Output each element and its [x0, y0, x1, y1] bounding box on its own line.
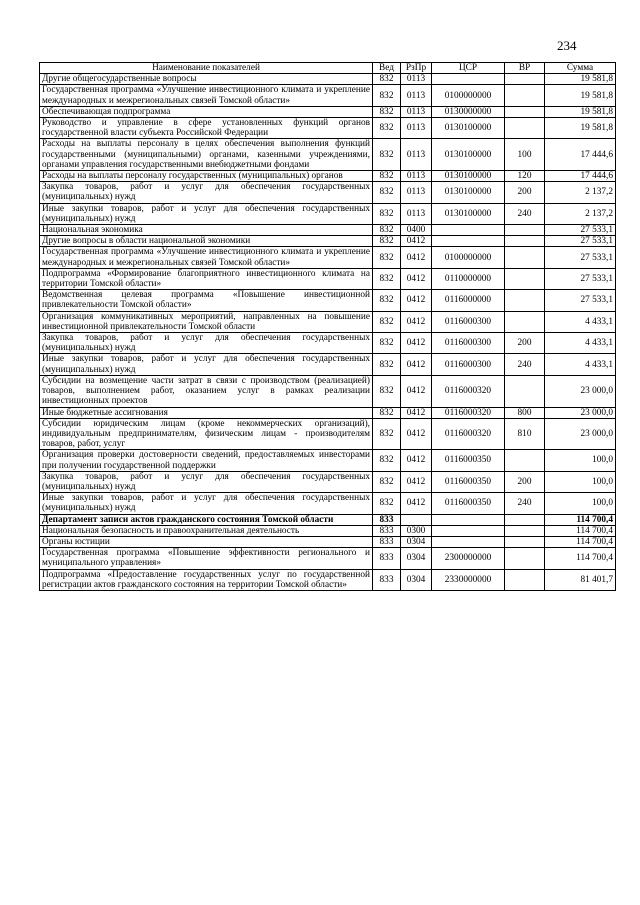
table-row: [40, 203, 616, 224]
cell-csr: 0116000320: [432, 407, 505, 418]
cell-vr: [505, 85, 545, 106]
cell-name: Расходы на выплаты персоналу государственных (муниципальных) органов: [40, 171, 373, 182]
cell-csr: [432, 74, 505, 85]
cell-rzpr: 0412: [401, 375, 432, 407]
cell-csr: [432, 514, 505, 525]
cell-rzpr: 0412: [401, 333, 432, 354]
header-ved: Вед: [373, 63, 401, 74]
cell-csr: 0110000000: [432, 268, 505, 289]
table-row: [40, 225, 616, 236]
table-row: [40, 333, 616, 354]
cell-sum: 114 700,4: [545, 548, 616, 569]
cell-csr: 0116000000: [432, 290, 505, 311]
cell-vr: 800: [505, 407, 545, 418]
table-row: [40, 311, 616, 332]
cell-csr: [432, 225, 505, 236]
cell-vr: 120: [505, 171, 545, 182]
table-row: [40, 118, 616, 139]
table-row: [40, 85, 616, 106]
table-row: [40, 514, 616, 525]
table-row: [40, 569, 616, 590]
cell-ved: 832: [373, 268, 401, 289]
cell-csr: 0116000350: [432, 471, 505, 492]
cell-sum: 81 401,7: [545, 569, 616, 590]
cell-ved: 832: [373, 247, 401, 268]
cell-rzpr: 0412: [401, 418, 432, 450]
cell-vr: [505, 514, 545, 525]
cell-csr: 0130000000: [432, 106, 505, 117]
table-row: [40, 182, 616, 203]
cell-vr: [505, 247, 545, 268]
cell-vr: 200: [505, 333, 545, 354]
cell-vr: [505, 569, 545, 590]
header-row: [40, 63, 616, 74]
cell-vr: 200: [505, 471, 545, 492]
cell-rzpr: 0412: [401, 450, 432, 471]
cell-rzpr: 0412: [401, 247, 432, 268]
cell-vr: [505, 225, 545, 236]
table-row: [40, 247, 616, 268]
cell-rzpr: 0400: [401, 225, 432, 236]
table-row: [40, 375, 616, 407]
cell-vr: [505, 290, 545, 311]
cell-sum: 23 000,0: [545, 418, 616, 450]
cell-name: Организация коммуникативных мероприятий, направленных на повышение инвестиционной привлекательности Томской области: [40, 311, 373, 332]
cell-vr: [505, 525, 545, 536]
cell-rzpr: 0412: [401, 354, 432, 375]
cell-ved: 832: [373, 171, 401, 182]
page-number: 234: [557, 38, 577, 53]
cell-csr: 0116000350: [432, 450, 505, 471]
table-body: [40, 74, 616, 591]
table-row: [40, 171, 616, 182]
cell-csr: 0116000300: [432, 311, 505, 332]
cell-ved: 832: [373, 311, 401, 332]
cell-name: Другие вопросы в области национальной экономики: [40, 236, 373, 247]
cell-ved: 832: [373, 333, 401, 354]
cell-csr: 0130100000: [432, 171, 505, 182]
cell-sum: 19 581,8: [545, 74, 616, 85]
cell-vr: 100: [505, 139, 545, 171]
cell-ved: 832: [373, 85, 401, 106]
cell-ved: 833: [373, 536, 401, 547]
table-row: [40, 407, 616, 418]
cell-name: Подпрограмма «Предоставление государственных услуг по государственной регистрации актов гражданского состояния на территории Томской области»: [40, 569, 373, 590]
cell-csr: 0130100000: [432, 203, 505, 224]
cell-ved: 832: [373, 375, 401, 407]
cell-sum: 19 581,8: [545, 106, 616, 117]
cell-vr: [505, 74, 545, 85]
table-row: [40, 536, 616, 547]
cell-csr: [432, 536, 505, 547]
cell-rzpr: 0113: [401, 171, 432, 182]
cell-name: Иные закупки товаров, работ и услуг для обеспечения государственных (муниципальных) нужд: [40, 493, 373, 514]
cell-vr: [505, 536, 545, 547]
cell-ved: 832: [373, 203, 401, 224]
cell-rzpr: [401, 514, 432, 525]
cell-rzpr: 0113: [401, 203, 432, 224]
cell-sum: 27 533,1: [545, 225, 616, 236]
cell-sum: 17 444,6: [545, 139, 616, 171]
cell-sum: 114 700,4: [545, 514, 616, 525]
cell-sum: 114 700,4: [545, 536, 616, 547]
cell-csr: 0130100000: [432, 118, 505, 139]
cell-vr: 200: [505, 182, 545, 203]
cell-rzpr: 0113: [401, 139, 432, 171]
cell-ved: 832: [373, 471, 401, 492]
cell-sum: 4 433,1: [545, 354, 616, 375]
header-rzpr: РзПр: [401, 63, 432, 74]
cell-vr: [505, 311, 545, 332]
cell-name: Обеспечивающая подпрограмма: [40, 106, 373, 117]
cell-name: Национальная экономика: [40, 225, 373, 236]
cell-name: Закупка товаров, работ и услуг для обеспечения государственных (муниципальных) нужд: [40, 333, 373, 354]
cell-vr: 810: [505, 418, 545, 450]
header-name: Наименование показателей: [40, 63, 373, 74]
cell-ved: 832: [373, 182, 401, 203]
table-header: [40, 63, 616, 74]
cell-vr: 240: [505, 493, 545, 514]
cell-rzpr: 0412: [401, 236, 432, 247]
cell-name: Департамент записи актов гражданского состояния Томской области: [40, 514, 373, 525]
cell-name: Закупка товаров, работ и услуг для обеспечения государственных (муниципальных) нужд: [40, 471, 373, 492]
cell-name: Субсидии юридическим лицам (кроме некоммерческих организаций), индивидуальным предпринимателям, физическим лицам - производителям товаров, работ, услуг: [40, 418, 373, 450]
cell-ved: 832: [373, 225, 401, 236]
cell-csr: 0116000300: [432, 333, 505, 354]
table-row: [40, 268, 616, 289]
cell-csr: [432, 525, 505, 536]
cell-sum: 19 581,8: [545, 85, 616, 106]
cell-sum: 23 000,0: [545, 375, 616, 407]
cell-vr: 240: [505, 203, 545, 224]
table-row: [40, 74, 616, 85]
cell-rzpr: 0300: [401, 525, 432, 536]
cell-sum: 23 000,0: [545, 407, 616, 418]
cell-csr: 0130100000: [432, 139, 505, 171]
cell-name: Субсидии на возмещение части затрат в связи с производством (реализацией) товаров, выполнением работ, оказанием услуг в рамках реализации инвестиционных проектов: [40, 375, 373, 407]
cell-rzpr: 0113: [401, 118, 432, 139]
budget-table: [39, 62, 616, 591]
cell-sum: 2 137,2: [545, 182, 616, 203]
cell-name: Государственная программа «Улучшение инвестиционного климата и укрепление международных и межрегиональных связей Томской области»: [40, 85, 373, 106]
cell-csr: 0116000300: [432, 354, 505, 375]
cell-sum: 27 533,1: [545, 268, 616, 289]
cell-name: Государственная программа «Повышение эффективности регионального и муниципального управления»: [40, 548, 373, 569]
cell-name: Национальная безопасность и правоохранительная деятельность: [40, 525, 373, 536]
cell-csr: [432, 236, 505, 247]
cell-rzpr: 0304: [401, 536, 432, 547]
cell-csr: 0130100000: [432, 182, 505, 203]
cell-ved: 832: [373, 290, 401, 311]
cell-name: Подпрограмма «Формирование благоприятного инвестиционного климата на территории Томской области»: [40, 268, 373, 289]
header-sum: Сумма: [545, 63, 616, 74]
cell-csr: 0116000320: [432, 375, 505, 407]
cell-sum: 114 700,4: [545, 525, 616, 536]
cell-name: Государственная программа «Улучшение инвестиционного климата и укрепление международных и межрегиональных связей Томской области»: [40, 247, 373, 268]
cell-name: Иные бюджетные ассигнования: [40, 407, 373, 418]
cell-ved: 832: [373, 139, 401, 171]
cell-ved: 832: [373, 418, 401, 450]
cell-ved: 833: [373, 514, 401, 525]
cell-ved: 832: [373, 236, 401, 247]
table-row: [40, 290, 616, 311]
cell-rzpr: 0412: [401, 493, 432, 514]
cell-ved: 832: [373, 118, 401, 139]
cell-sum: 27 533,1: [545, 290, 616, 311]
table-row: [40, 236, 616, 247]
cell-sum: 17 444,6: [545, 171, 616, 182]
cell-name: Другие общегосударственные вопросы: [40, 74, 373, 85]
cell-rzpr: 0113: [401, 182, 432, 203]
cell-name: Иные закупки товаров, работ и услуг для обеспечения государственных (муниципальных) нужд: [40, 354, 373, 375]
table-row: [40, 548, 616, 569]
cell-vr: [505, 118, 545, 139]
cell-ved: 832: [373, 354, 401, 375]
cell-csr: 0100000000: [432, 247, 505, 268]
cell-ved: 832: [373, 407, 401, 418]
cell-ved: 833: [373, 569, 401, 590]
cell-ved: 832: [373, 74, 401, 85]
cell-name: Ведомственная целевая программа «Повышение инвестиционной привлекательности Томской области»: [40, 290, 373, 311]
cell-rzpr: 0113: [401, 106, 432, 117]
cell-name: Иные закупки товаров, работ и услуг для обеспечения государственных (муниципальных) нужд: [40, 203, 373, 224]
cell-vr: [505, 375, 545, 407]
cell-rzpr: 0412: [401, 471, 432, 492]
cell-rzpr: 0412: [401, 268, 432, 289]
cell-name: Закупка товаров, работ и услуг для обеспечения государственных (муниципальных) нужд: [40, 182, 373, 203]
cell-name: Организация проверки достоверности сведений, предоставляемых инвесторами при получении государственной поддержки: [40, 450, 373, 471]
cell-sum: 2 137,2: [545, 203, 616, 224]
cell-ved: 832: [373, 450, 401, 471]
cell-vr: [505, 236, 545, 247]
cell-sum: 27 533,1: [545, 236, 616, 247]
cell-sum: 27 533,1: [545, 247, 616, 268]
cell-sum: 4 433,1: [545, 333, 616, 354]
cell-name: Руководство и управление в сфере установленных функций органов государственной власти субъекта Российской Федерации: [40, 118, 373, 139]
table-row: [40, 418, 616, 450]
cell-rzpr: 0304: [401, 548, 432, 569]
table-row: [40, 354, 616, 375]
cell-rzpr: 0113: [401, 74, 432, 85]
table-row: [40, 525, 616, 536]
cell-vr: [505, 548, 545, 569]
cell-sum: 100,0: [545, 471, 616, 492]
cell-csr: 2330000000: [432, 569, 505, 590]
cell-csr: 2300000000: [432, 548, 505, 569]
table-row: [40, 493, 616, 514]
cell-rzpr: 0304: [401, 569, 432, 590]
table-row: [40, 139, 616, 171]
cell-rzpr: 0412: [401, 407, 432, 418]
cell-sum: 100,0: [545, 450, 616, 471]
cell-rzpr: 0412: [401, 311, 432, 332]
table-row: [40, 471, 616, 492]
cell-csr: 0100000000: [432, 85, 505, 106]
cell-csr: 0116000320: [432, 418, 505, 450]
header-csr: ЦСР: [432, 63, 505, 74]
cell-csr: 0116000350: [432, 493, 505, 514]
cell-sum: 19 581,8: [545, 118, 616, 139]
cell-ved: 832: [373, 106, 401, 117]
header-vr: ВР: [505, 63, 545, 74]
cell-ved: 832: [373, 493, 401, 514]
table-row: [40, 106, 616, 117]
cell-name: Расходы на выплаты персоналу в целях обеспечения выполнения функций государственными (муниципальными) органами, казенными учреждениями, органами управления государственными внебюджетными фондами: [40, 139, 373, 171]
cell-ved: 833: [373, 525, 401, 536]
cell-vr: [505, 106, 545, 117]
cell-vr: 240: [505, 354, 545, 375]
cell-rzpr: 0412: [401, 290, 432, 311]
table-row: [40, 450, 616, 471]
cell-vr: [505, 450, 545, 471]
cell-vr: [505, 268, 545, 289]
cell-ved: 833: [373, 548, 401, 569]
cell-sum: 100,0: [545, 493, 616, 514]
cell-sum: 4 433,1: [545, 311, 616, 332]
cell-name: Органы юстиции: [40, 536, 373, 547]
cell-rzpr: 0113: [401, 85, 432, 106]
